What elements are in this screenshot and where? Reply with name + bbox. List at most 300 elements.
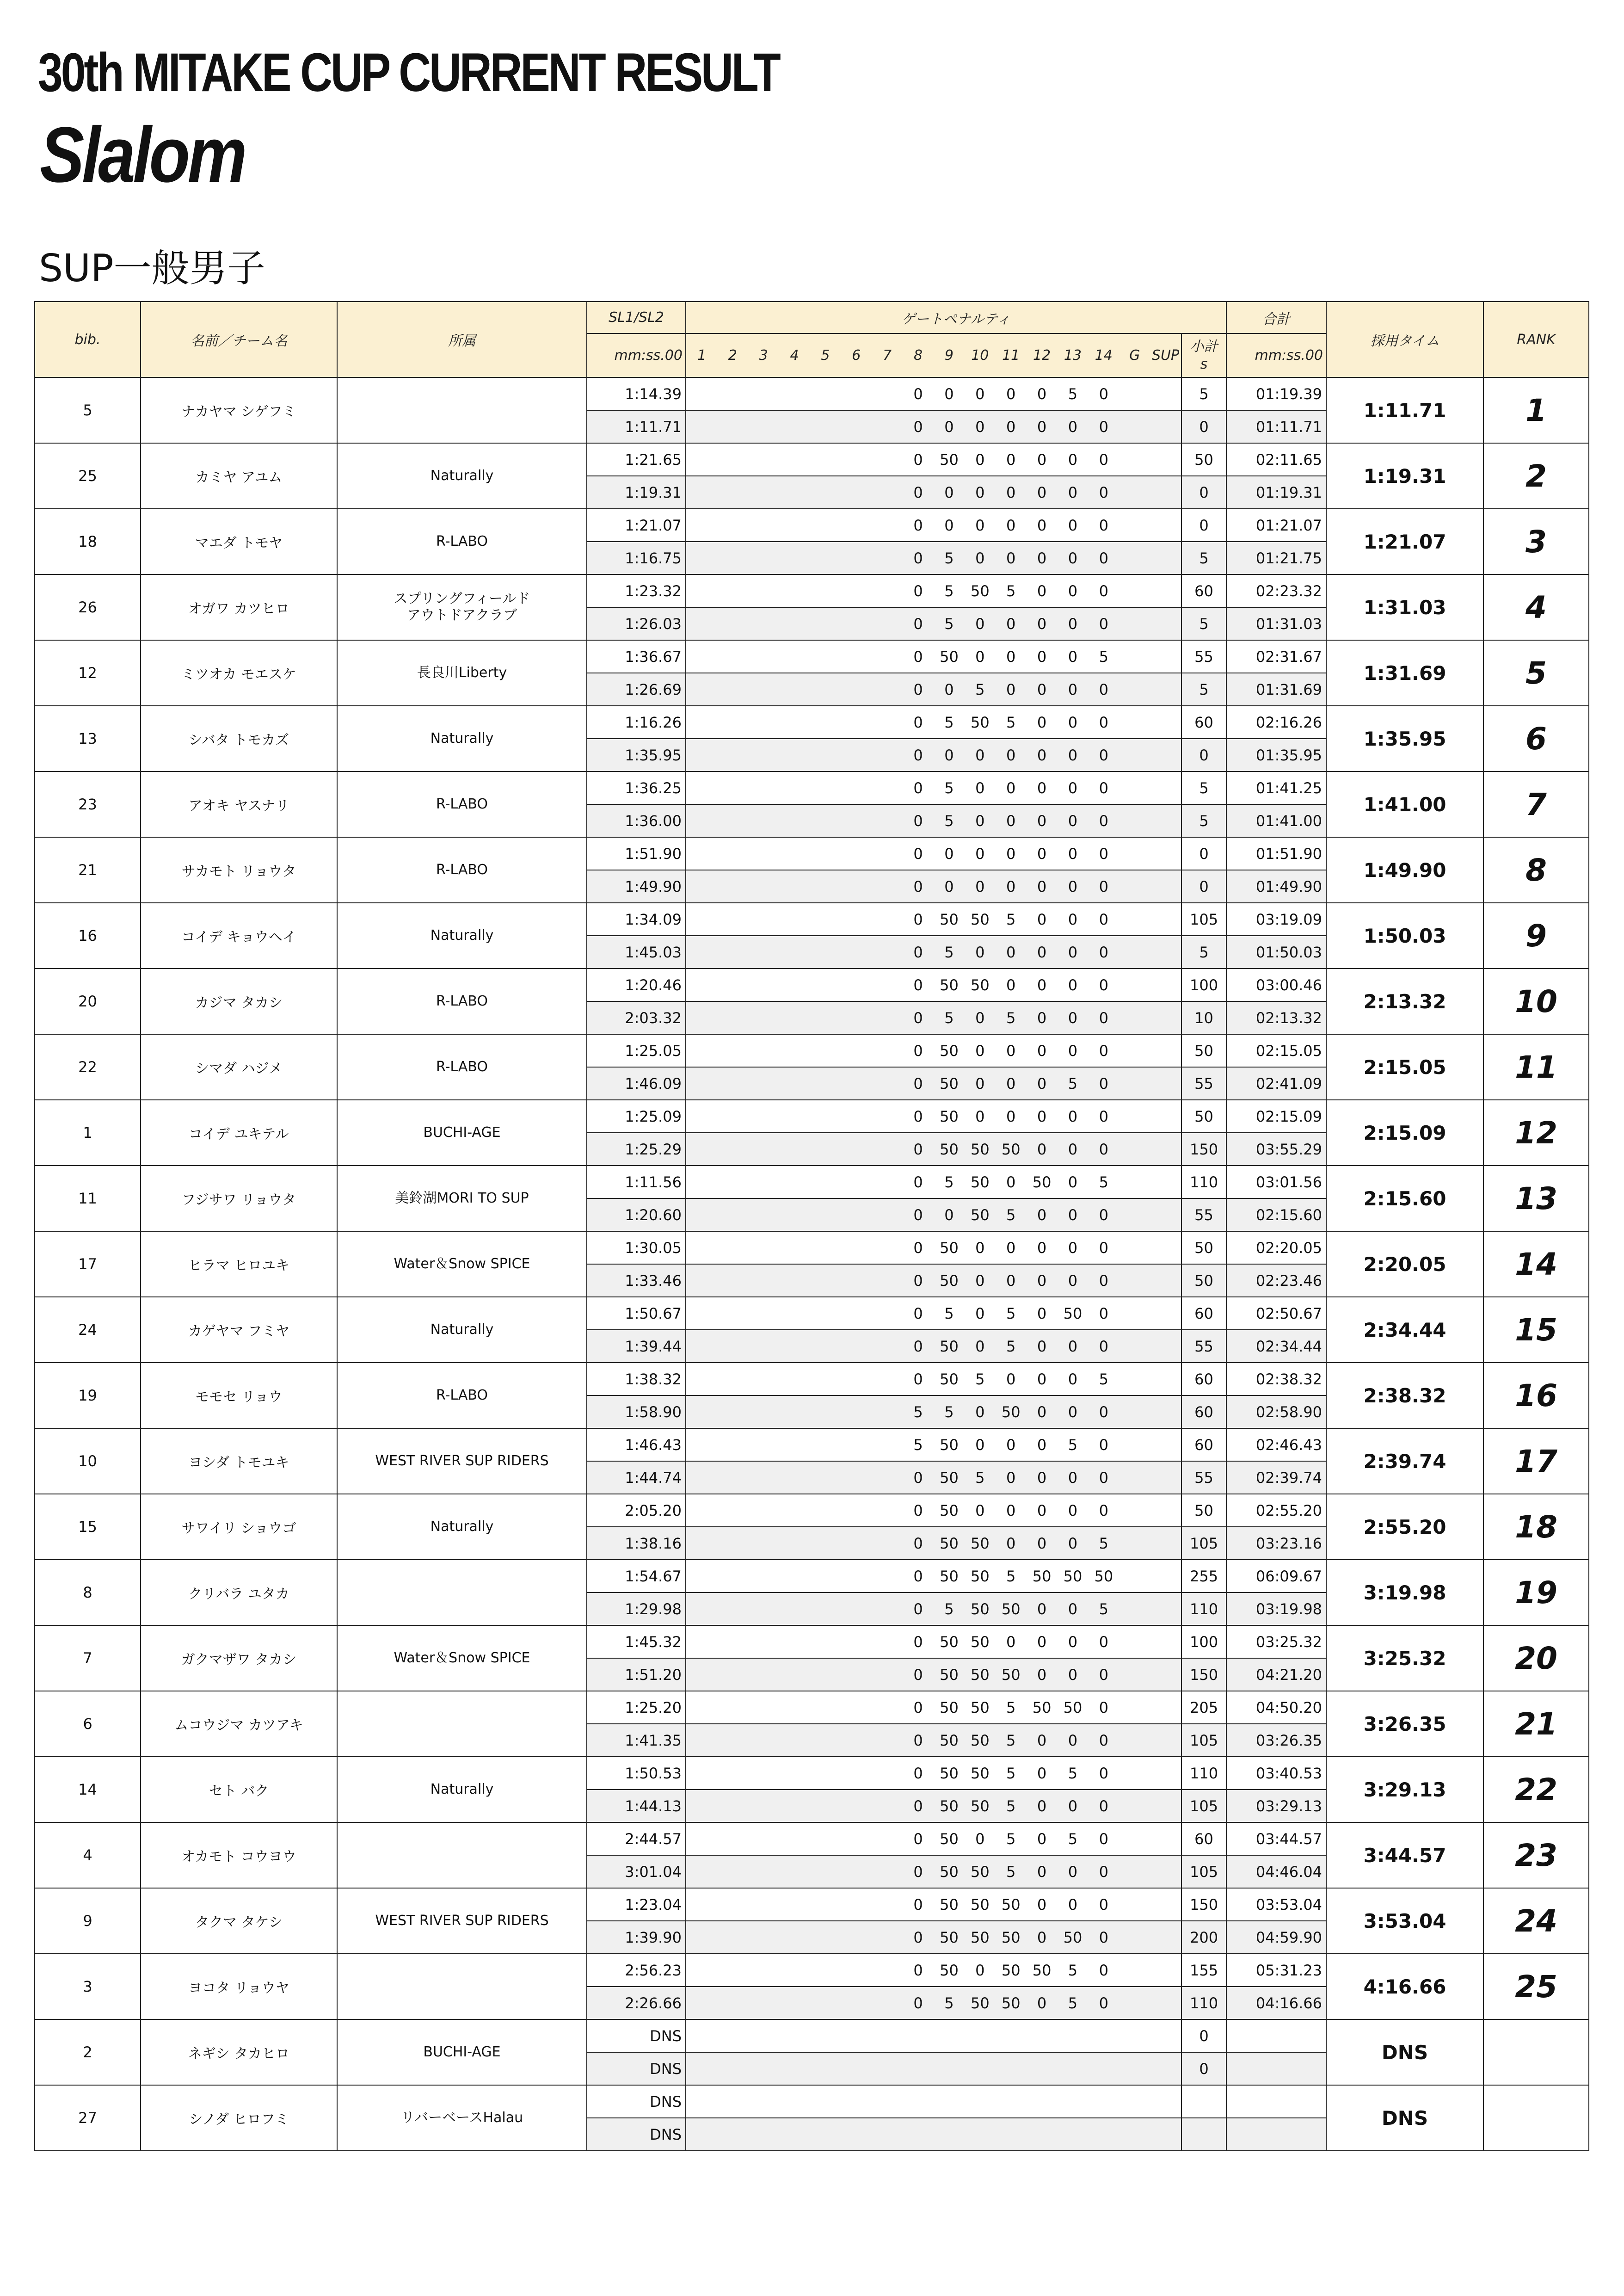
gate-penalty-value: 5 (975, 680, 985, 698)
run-time: 2:56.23 (587, 1954, 686, 1987)
gate-penalty-value: 0 (1037, 648, 1047, 666)
gate-penalty-value: 0 (1068, 1173, 1078, 1191)
penalty-subtotal: 205 (1181, 1691, 1226, 1724)
run-time: 1:51.90 (587, 837, 686, 870)
run-total: 03:40.53 (1226, 1757, 1326, 1790)
run-total: 03:19.98 (1226, 1592, 1326, 1625)
gate-penalty-value: 0 (944, 877, 954, 895)
gate-penalty-value: 50 (940, 1239, 959, 1257)
gate-penalty-value: 5 (944, 549, 954, 567)
gate-penalty-value: 0 (913, 1666, 923, 1684)
penalty-subtotal: 150 (1181, 1658, 1226, 1691)
gate-penalty-value: 5 (1006, 1731, 1016, 1749)
gate-penalty-value: 0 (944, 746, 954, 764)
gate-penalty-value: 50 (1001, 1140, 1021, 1158)
gate-penalties (686, 574, 1181, 607)
gate-penalty-value: 0 (1068, 1797, 1078, 1815)
bib-cell: 7 (35, 1625, 141, 1691)
gate-penalty-value: 0 (913, 812, 923, 830)
gate-penalty-row (686, 1035, 1181, 1067)
bib-cell: 17 (35, 1231, 141, 1297)
gate-penalty-row (686, 1823, 1181, 1855)
competitor-name: カジマ タカシ (141, 969, 337, 1034)
gate-penalty-value: 0 (913, 1304, 923, 1322)
gate-penalty-value: 0 (1037, 418, 1047, 436)
gate-penalty-value: 0 (1099, 451, 1108, 469)
table-row (35, 574, 1589, 607)
competitor-name: タクマ タケシ (141, 1888, 337, 1954)
gate-penalty-row (686, 1494, 1181, 1526)
penalty-subtotal: 50 (1181, 1034, 1226, 1067)
header-run-time: SL1/SL2 (587, 302, 686, 333)
run-total: 02:58.90 (1226, 1395, 1326, 1428)
gate-penalties (686, 1166, 1181, 1198)
gate-penalty-value: 5 (1006, 1764, 1016, 1782)
table-row (35, 1428, 1589, 1461)
gate-penalty-value: 0 (1037, 483, 1047, 501)
run-time: 1:38.32 (587, 1363, 686, 1395)
gate-penalty-row (686, 378, 1181, 410)
penalty-subtotal: 5 (1181, 673, 1226, 706)
competitor-name: モモセ リョウ (141, 1363, 337, 1428)
gate-penalty-value: 0 (913, 910, 923, 928)
gate-penalty-value: 0 (975, 648, 985, 666)
gate-penalty-value: 5 (944, 1994, 954, 2012)
gate-penalty-value: 50 (940, 1633, 959, 1651)
gate-penalty-value: 50 (940, 1961, 959, 1979)
gate-penalty-value: 0 (975, 812, 985, 830)
gate-penalty-value: 50 (1063, 1304, 1083, 1322)
gate-penalty-value: 0 (913, 779, 923, 797)
table-row (35, 2085, 1589, 2118)
gate-penalty-row (686, 444, 1181, 475)
gate-header-14: 14 (1095, 347, 1113, 364)
gate-penalty-value: 0 (1037, 812, 1047, 830)
run-total: 02:16.26 (1226, 706, 1326, 739)
gate-penalty-value: 50 (940, 1731, 959, 1749)
bib-cell: 21 (35, 837, 141, 903)
competitor-name: コイデ キョウヘイ (141, 903, 337, 969)
gate-penalty-value: 0 (1037, 1206, 1047, 1224)
gate-penalty-value: 0 (1068, 877, 1078, 895)
gate-penalty-value: 0 (1006, 1042, 1016, 1060)
gate-penalty-row (686, 1133, 1181, 1165)
gate-penalty-value: 0 (1099, 1830, 1108, 1848)
run-time: 1:25.29 (587, 1133, 686, 1166)
page-title: 30th MITAKE CUP CURRENT RESULT (38, 42, 779, 103)
run-total: 02:23.46 (1226, 1264, 1326, 1297)
penalty-subtotal: 105 (1181, 1790, 1226, 1822)
gate-penalty-value: 0 (913, 615, 923, 633)
run-total: 03:01.56 (1226, 1166, 1326, 1198)
gate-penalty-row (686, 1363, 1181, 1395)
run-time: DNS (587, 2085, 686, 2118)
penalty-subtotal: 5 (1181, 772, 1226, 804)
gate-penalty-row (686, 870, 1181, 902)
gate-penalty-value: 0 (975, 549, 985, 567)
gate-header-1: 1 (697, 347, 706, 364)
gate-penalty-value: 0 (1068, 1239, 1078, 1257)
gate-penalties (686, 640, 1181, 673)
gate-penalty-value: 0 (1037, 1633, 1047, 1651)
gate-penalties (686, 410, 1181, 443)
gate-penalty-value: 0 (944, 516, 954, 534)
gate-penalty-value: 0 (1068, 1140, 1078, 1158)
gate-penalty-value: 0 (1006, 812, 1016, 830)
gate-penalty-row (686, 1659, 1181, 1691)
gate-header-3: 3 (759, 347, 768, 364)
run-total: 02:15.05 (1226, 1034, 1326, 1067)
affiliation-cell: R-LABO (337, 1034, 587, 1100)
gate-penalty-value: 50 (1032, 1567, 1052, 1585)
run-time: 1:36.67 (587, 640, 686, 673)
header-affiliation: 所属 (337, 302, 587, 377)
affiliation-cell: 美鈴湖MORI TO SUP (337, 1166, 587, 1231)
table-row (35, 1363, 1589, 1395)
bib-cell: 18 (35, 509, 141, 574)
gate-penalties (686, 936, 1181, 969)
penalty-subtotal: 0 (1181, 509, 1226, 542)
run-total: 03:53.04 (1226, 1888, 1326, 1921)
gate-penalty-row (686, 1954, 1181, 1986)
gate-header-2: 2 (728, 347, 737, 364)
penalty-subtotal: 55 (1181, 1330, 1226, 1363)
gate-penalty-value: 0 (913, 648, 923, 666)
gate-penalty-value: 50 (940, 648, 959, 666)
gate-penalty-value: 0 (1068, 1501, 1078, 1519)
gate-penalty-value: 0 (913, 451, 923, 469)
gate-penalty-value: 50 (1032, 1961, 1052, 1979)
gate-penalty-value: 0 (944, 418, 954, 436)
gate-penalty-value: 5 (1006, 582, 1016, 600)
gate-penalty-row (686, 575, 1181, 607)
gate-penalties (686, 1231, 1181, 1264)
gate-penalty-value: 0 (1099, 582, 1108, 600)
run-total: 03:25.32 (1226, 1625, 1326, 1658)
gate-penalty-value: 5 (1099, 1173, 1108, 1191)
gate-penalty-value: 0 (1006, 877, 1016, 895)
penalty-subtotal: 105 (1181, 1855, 1226, 1888)
run-total: 01:19.31 (1226, 476, 1326, 509)
gate-penalties (686, 1100, 1181, 1133)
gate-penalty-value: 50 (970, 1731, 990, 1749)
bib-cell: 1 (35, 1100, 141, 1166)
adopted-time: 1:35.95 (1326, 706, 1483, 772)
run-total: 03:26.35 (1226, 1724, 1326, 1757)
run-total: 02:20.05 (1226, 1231, 1326, 1264)
rank-cell: 3 (1483, 509, 1589, 574)
gate-penalty-value: 0 (944, 385, 954, 403)
run-total: 01:11.71 (1226, 410, 1326, 443)
gate-penalty-value: 50 (970, 1797, 990, 1815)
penalty-subtotal: 60 (1181, 1395, 1226, 1428)
gate-penalty-value: 0 (1006, 1173, 1016, 1191)
bib-cell: 27 (35, 2085, 141, 2151)
competitor-name: カミヤ アユム (141, 443, 337, 509)
run-time: DNS (587, 2052, 686, 2085)
gate-penalties (686, 377, 1181, 410)
penalty-subtotal: 50 (1181, 1264, 1226, 1297)
gate-penalty-value: 0 (1037, 1271, 1047, 1290)
run-total: 04:16.66 (1226, 1987, 1326, 2019)
rank-cell: 1 (1483, 377, 1589, 443)
run-time: 1:51.20 (587, 1658, 686, 1691)
gate-penalty-value: 0 (1037, 1140, 1047, 1158)
gate-penalty-row (686, 1297, 1181, 1329)
gate-penalty-value: 5 (944, 1173, 954, 1191)
gate-penalty-value: 5 (1068, 1994, 1078, 2012)
gate-penalty-value: 0 (1099, 1403, 1108, 1421)
gate-penalty-value: 0 (913, 680, 923, 698)
penalty-subtotal: 150 (1181, 1888, 1226, 1921)
gate-header-10: 10 (971, 347, 989, 364)
table-row (35, 509, 1589, 542)
run-time: 1:33.46 (587, 1264, 686, 1297)
gate-penalties (686, 1330, 1181, 1363)
gate-penalty-row (686, 805, 1181, 837)
adopted-time: 1:41.00 (1326, 772, 1483, 837)
competitor-name: オガワ カツヒロ (141, 574, 337, 640)
gate-penalty-value: 5 (1006, 1698, 1016, 1716)
gate-penalty-value: 0 (913, 1895, 923, 1913)
gate-penalty-row (686, 1232, 1181, 1264)
gate-penalty-value: 50 (970, 582, 990, 600)
bib-cell: 26 (35, 574, 141, 640)
header-gates (686, 333, 1181, 377)
table-row (35, 772, 1589, 804)
gate-penalty-value: 0 (913, 1370, 923, 1388)
gate-penalties (686, 607, 1181, 640)
gate-number-row (686, 334, 1181, 377)
gate-penalty-value: 50 (970, 1600, 990, 1618)
gate-penalty-value: 0 (1099, 1994, 1108, 2012)
gate-penalty-value: 0 (1099, 1206, 1108, 1224)
gate-penalty-value: 50 (940, 1863, 959, 1881)
competitor-name: ヒラマ ヒロユキ (141, 1231, 337, 1297)
penalty-subtotal: 55 (1181, 1067, 1226, 1100)
gate-penalties (686, 1658, 1181, 1691)
run-total: 01:21.75 (1226, 542, 1326, 574)
rank-cell: 22 (1483, 1757, 1589, 1822)
gate-penalty-value: 50 (970, 1895, 990, 1913)
gate-header-8: 8 (914, 347, 923, 364)
gate-penalty-value: 5 (1099, 1600, 1108, 1618)
gate-penalty-value: 5 (944, 615, 954, 633)
gate-penalty-value: 50 (940, 1107, 959, 1125)
table-row (35, 640, 1589, 673)
bib-cell: 22 (35, 1034, 141, 1100)
run-time: DNS (587, 2118, 686, 2151)
gate-penalty-value: 0 (1068, 746, 1078, 764)
gate-penalty-value: 0 (1099, 1271, 1108, 1290)
gate-penalty-value: 0 (975, 1337, 985, 1355)
gate-penalty-value: 0 (1037, 713, 1047, 731)
gate-penalty-value: 0 (1037, 1337, 1047, 1355)
adopted-time: 2:15.09 (1326, 1100, 1483, 1166)
run-total: 03:44.57 (1226, 1822, 1326, 1855)
table-row (35, 837, 1589, 870)
bib-cell: 6 (35, 1691, 141, 1757)
gate-penalty-row (686, 1889, 1181, 1920)
gate-penalty-value: 0 (1037, 549, 1047, 567)
adopted-time: 2:20.05 (1326, 1231, 1483, 1297)
gate-penalty-value: 5 (1068, 1074, 1078, 1092)
table-row (35, 706, 1589, 739)
penalty-subtotal: 60 (1181, 1822, 1226, 1855)
rank-cell: 7 (1483, 772, 1589, 837)
gate-penalty-value: 0 (1006, 845, 1016, 863)
gate-penalty-value: 0 (1068, 943, 1078, 961)
table-row (35, 1100, 1589, 1133)
adopted-time: 3:29.13 (1326, 1757, 1483, 1822)
gate-penalty-value: 5 (1006, 1206, 1016, 1224)
gate-penalty-value: 0 (913, 1469, 923, 1487)
gate-penalty-value: 0 (1099, 1107, 1108, 1125)
gate-penalty-value: 0 (1068, 451, 1078, 469)
gate-penalty-value: 0 (975, 1042, 985, 1060)
competitor-name: マエダ トモヤ (141, 509, 337, 574)
rank-cell: 10 (1483, 969, 1589, 1034)
gate-penalty-value: 50 (970, 910, 990, 928)
gate-penalty-row (686, 1626, 1181, 1658)
rank-cell: 23 (1483, 1822, 1589, 1888)
adopted-time: 1:19.31 (1326, 443, 1483, 509)
gate-penalty-value: 50 (940, 1042, 959, 1060)
run-total: 02:11.65 (1226, 443, 1326, 476)
gate-penalty-value: 0 (1006, 1370, 1016, 1388)
penalty-subtotal: 50 (1181, 1494, 1226, 1527)
rank-cell: 13 (1483, 1166, 1589, 1231)
gate-penalty-value: 0 (913, 483, 923, 501)
run-time: 1:25.20 (587, 1691, 686, 1724)
gate-penalties (686, 1067, 1181, 1100)
bib-cell: 24 (35, 1297, 141, 1363)
run-time: 1:21.65 (587, 443, 686, 476)
run-time: 1:34.09 (587, 903, 686, 936)
penalty-subtotal: 10 (1181, 1001, 1226, 1034)
gate-penalty-value: 0 (1006, 549, 1016, 567)
gate-penalty-value: 0 (1099, 877, 1108, 895)
gate-penalties (686, 1691, 1181, 1724)
run-time: 1:25.05 (587, 1034, 686, 1067)
gate-penalties (686, 1297, 1181, 1330)
run-time: 1:16.26 (587, 706, 686, 739)
gate-penalty-value: 0 (913, 582, 923, 600)
gate-penalty-value: 50 (1063, 1928, 1083, 1946)
penalty-subtotal: 0 (1181, 837, 1226, 870)
gate-penalties (686, 804, 1181, 837)
rank-cell: 15 (1483, 1297, 1589, 1363)
table-row (35, 443, 1589, 476)
gate-penalties (686, 1987, 1181, 2019)
gate-penalty-value: 0 (1037, 779, 1047, 797)
gate-penalty-value: 0 (1006, 1271, 1016, 1290)
gate-penalty-value: 50 (1001, 1895, 1021, 1913)
results-table (34, 301, 1589, 2151)
gate-penalties (686, 1822, 1181, 1855)
adopted-time: 4:16.66 (1326, 1954, 1483, 2019)
affiliation-cell: リバーベースHalau (337, 2085, 587, 2151)
header-run-time-format: mm:ss.00 (587, 333, 686, 377)
adopted-time: 2:38.32 (1326, 1363, 1483, 1428)
gate-penalty-value: 0 (975, 877, 985, 895)
bib-cell: 16 (35, 903, 141, 969)
run-total: 04:46.04 (1226, 1855, 1326, 1888)
gate-penalty-value: 50 (940, 1698, 959, 1716)
penalty-subtotal: 0 (1181, 2052, 1226, 2085)
penalty-subtotal: 60 (1181, 706, 1226, 739)
gate-penalty-row (686, 673, 1181, 705)
run-time: 1:25.09 (587, 1100, 686, 1133)
gate-penalty-value: 0 (1037, 1304, 1047, 1322)
penalty-subtotal: 110 (1181, 1987, 1226, 2019)
gate-penalties (686, 1527, 1181, 1560)
category-title: SUP一般男子 (39, 247, 265, 290)
penalty-subtotal: 50 (1181, 443, 1226, 476)
gate-penalty-row (686, 1560, 1181, 1592)
run-total: 02:31.67 (1226, 640, 1326, 673)
affiliation-cell: WEST RIVER SUP RIDERS (337, 1428, 587, 1494)
gate-penalty-value: 0 (975, 1107, 985, 1125)
gate-penalty-value: 50 (1001, 1403, 1021, 1421)
gate-penalty-value: 0 (1099, 1731, 1108, 1749)
rank-cell: 24 (1483, 1888, 1589, 1954)
run-time: 1:38.16 (587, 1527, 686, 1560)
gate-penalty-value: 5 (944, 812, 954, 830)
run-time: 1:20.46 (587, 969, 686, 1001)
penalty-subtotal: 5 (1181, 607, 1226, 640)
gate-penalty-value: 0 (1006, 1436, 1016, 1454)
gate-penalties (686, 2118, 1181, 2151)
gate-penalty-value: 50 (940, 1666, 959, 1684)
competitor-name: ヨコタ リョウヤ (141, 1954, 337, 2019)
gate-penalty-value: 50 (970, 1567, 990, 1585)
competitor-name: サカモト リョウタ (141, 837, 337, 903)
gate-penalty-value: 0 (1037, 385, 1047, 403)
table-row (35, 1166, 1589, 1198)
gate-penalty-value: 0 (913, 1140, 923, 1158)
gate-penalty-value: 0 (975, 845, 985, 863)
gate-penalty-value: 0 (975, 1501, 985, 1519)
gate-penalty-value: 0 (975, 1271, 985, 1290)
gate-penalty-value: 0 (1099, 1042, 1108, 1060)
table-body (35, 377, 1589, 2151)
gate-penalty-value: 0 (913, 1863, 923, 1881)
rank-cell: 16 (1483, 1363, 1589, 1428)
gate-penalty-value: 5 (944, 713, 954, 731)
gate-penalties (686, 2085, 1181, 2118)
gate-penalties (686, 1395, 1181, 1428)
gate-penalty-row (686, 706, 1181, 738)
gate-penalty-value: 0 (1099, 746, 1108, 764)
gate-penalty-row (686, 509, 1181, 541)
run-time: 1:54.67 (587, 1560, 686, 1592)
run-time: 1:36.25 (587, 772, 686, 804)
run-total: 02:15.09 (1226, 1100, 1326, 1133)
gate-penalty-value: 5 (1006, 1304, 1016, 1322)
table-row (35, 1297, 1589, 1330)
penalty-subtotal: 0 (1181, 410, 1226, 443)
run-time: 2:05.20 (587, 1494, 686, 1527)
gate-penalty-value: 0 (913, 976, 923, 994)
competitor-name: ネギシ タカヒロ (141, 2019, 337, 2085)
gate-penalty-value: 0 (1006, 779, 1016, 797)
competitor-name: ガクマザワ タカシ (141, 1625, 337, 1691)
gate-penalty-value: 0 (1099, 1666, 1108, 1684)
gate-penalty-value: 5 (1006, 1797, 1016, 1815)
penalty-subtotal: 0 (1181, 739, 1226, 772)
run-total: 01:49.90 (1226, 870, 1326, 903)
